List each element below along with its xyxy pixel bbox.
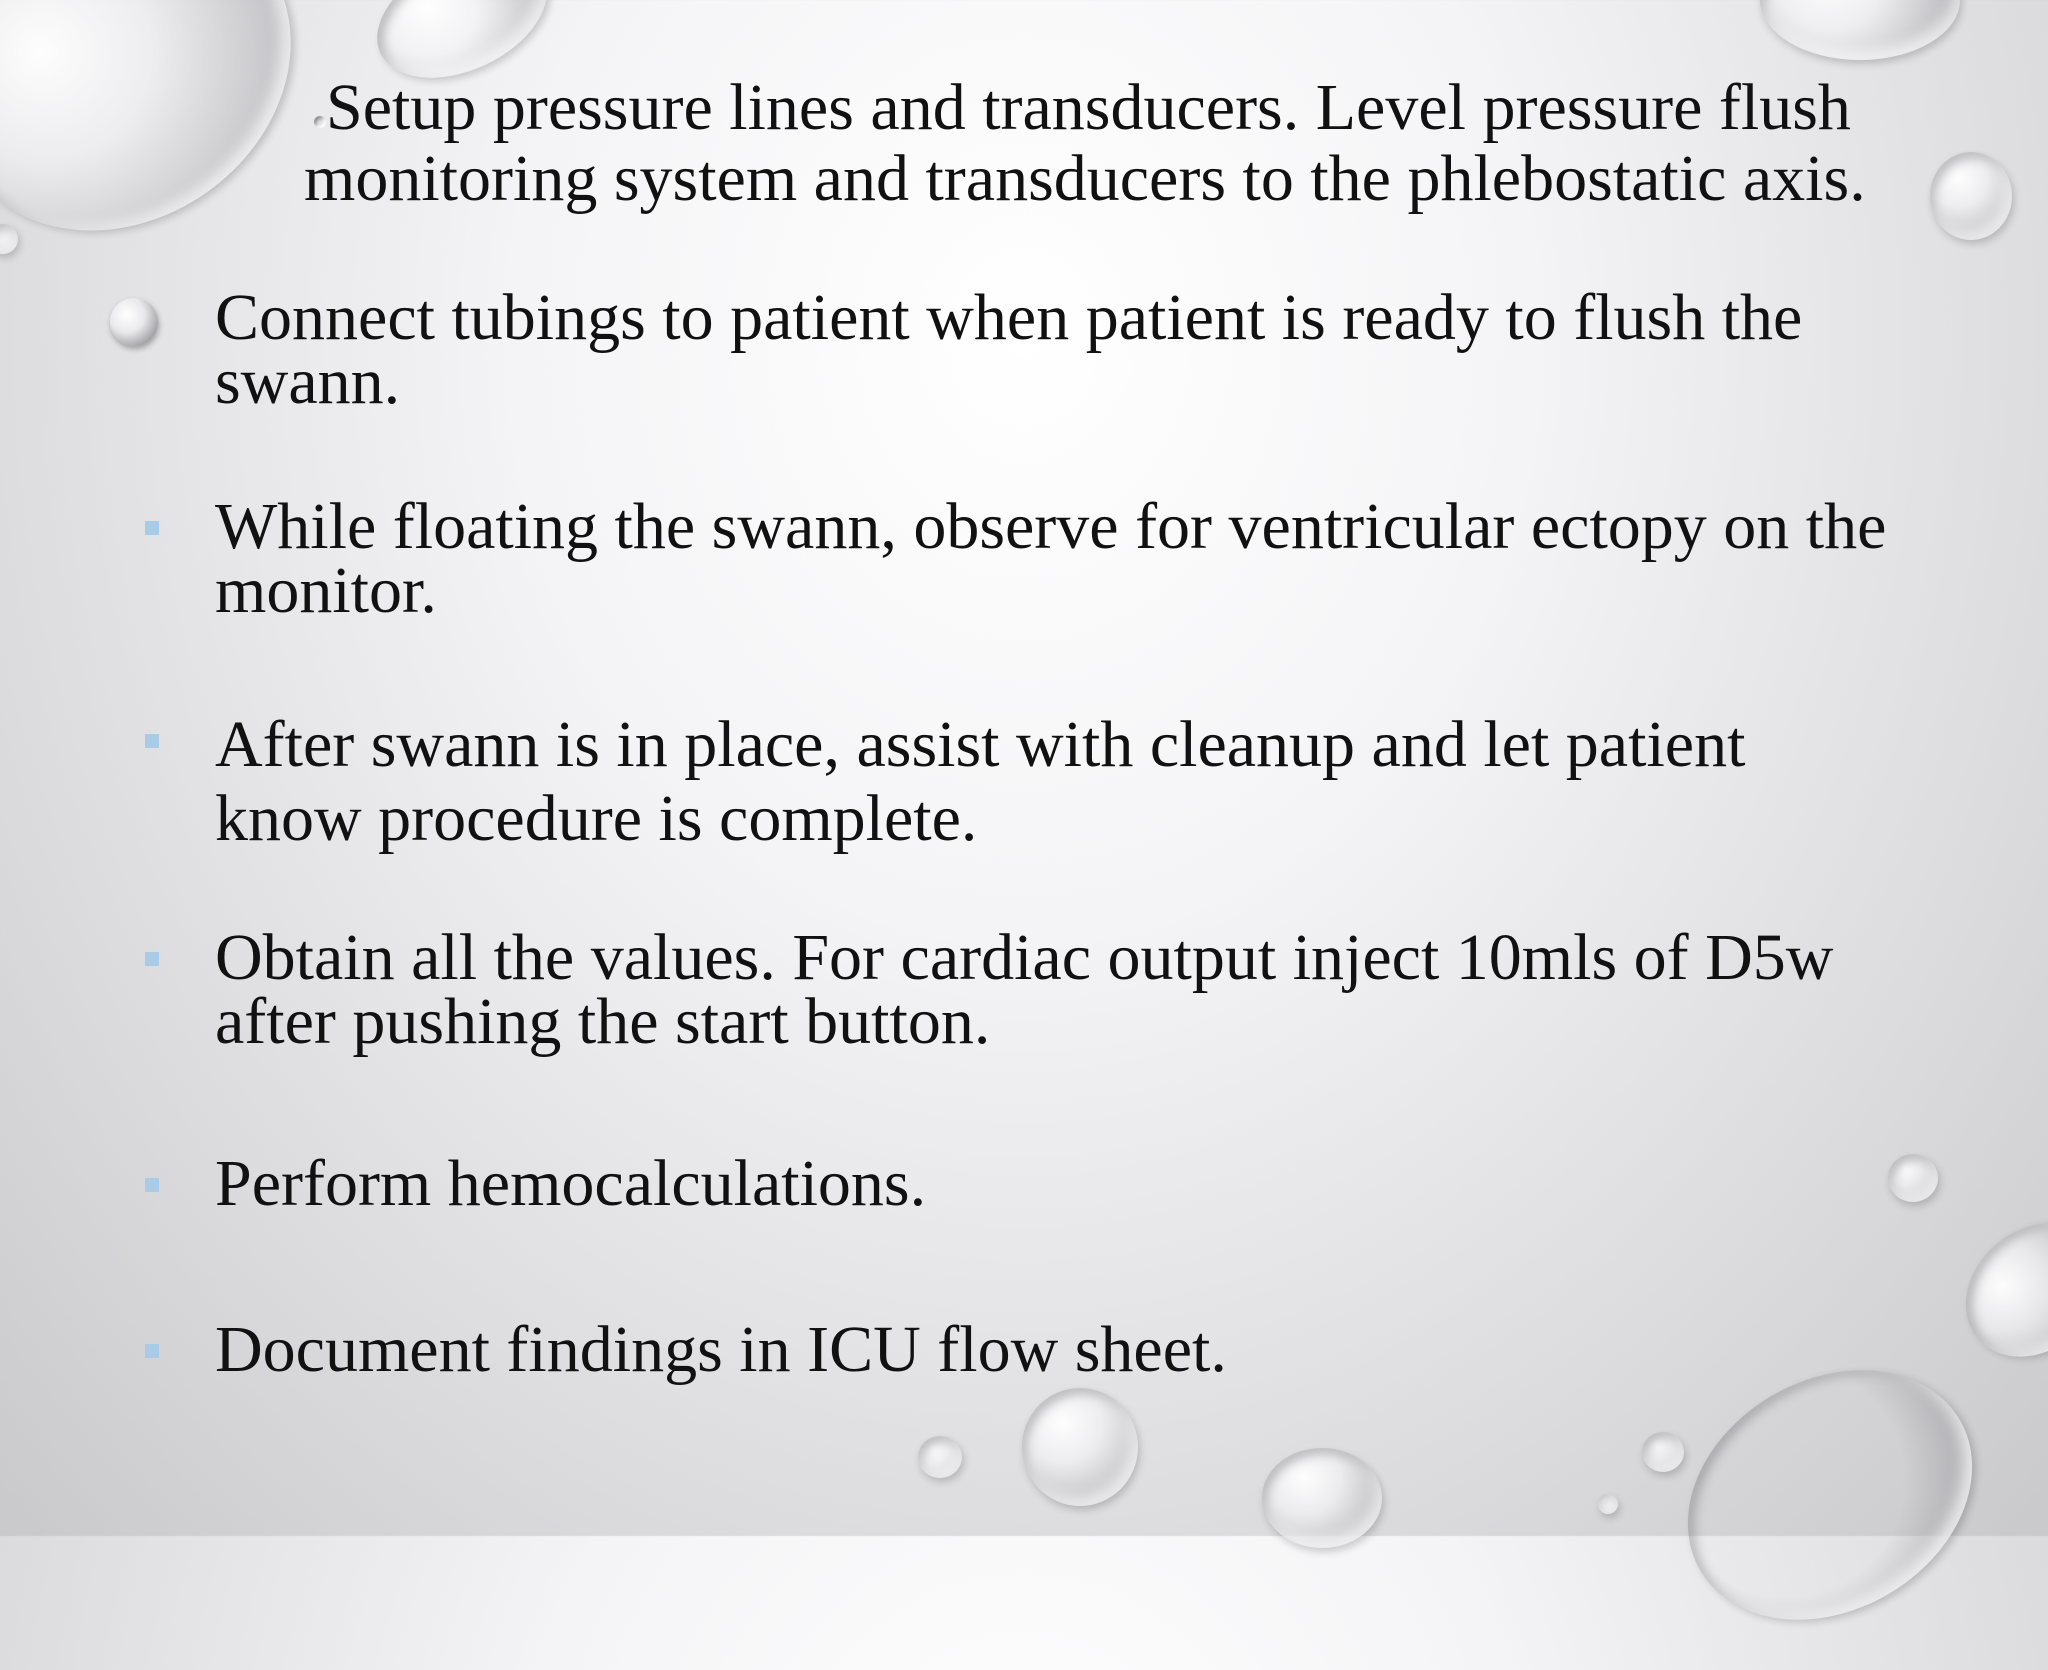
bullet-text: Connect tubings to patient when patient is ready to flush the swann. [215, 281, 1803, 418]
list-item [215, 708, 1895, 856]
intro-paragraph [304, 71, 1986, 215]
intro-line-1: Setup pressure lines and transducers. Level pressure flush [326, 71, 1851, 144]
intro-line-2: monitoring system and transducers to the phlebostatic axis. [304, 142, 1866, 215]
list-item [215, 490, 1895, 627]
bubble-bullet-icon [110, 298, 158, 346]
bullet-text: Perform hemocalculations. [215, 1147, 927, 1220]
list-item [215, 281, 1895, 418]
square-bullet-icon [145, 1344, 159, 1358]
bullet-text: After swann is in place, assist with cleanup and let patient know procedure is complete. [215, 708, 1746, 855]
square-bullet-icon [145, 952, 159, 966]
list-item [215, 921, 1895, 1058]
list-item [215, 1313, 1895, 1386]
square-bullet-icon [145, 521, 159, 535]
list-item [215, 1147, 1895, 1220]
bullet-text: Document findings in ICU flow sheet. [215, 1313, 1227, 1386]
square-bullet-icon [145, 734, 159, 748]
bubble-bullet-icon [314, 116, 326, 128]
bullet-text: Obtain all the values. For cardiac output inject 10mls of D5w after pushing the start button. [215, 921, 1834, 1058]
square-bullet-icon [145, 1178, 159, 1192]
bullet-text: While floating the swann, observe for ventricular ectopy on the monitor. [215, 490, 1887, 627]
